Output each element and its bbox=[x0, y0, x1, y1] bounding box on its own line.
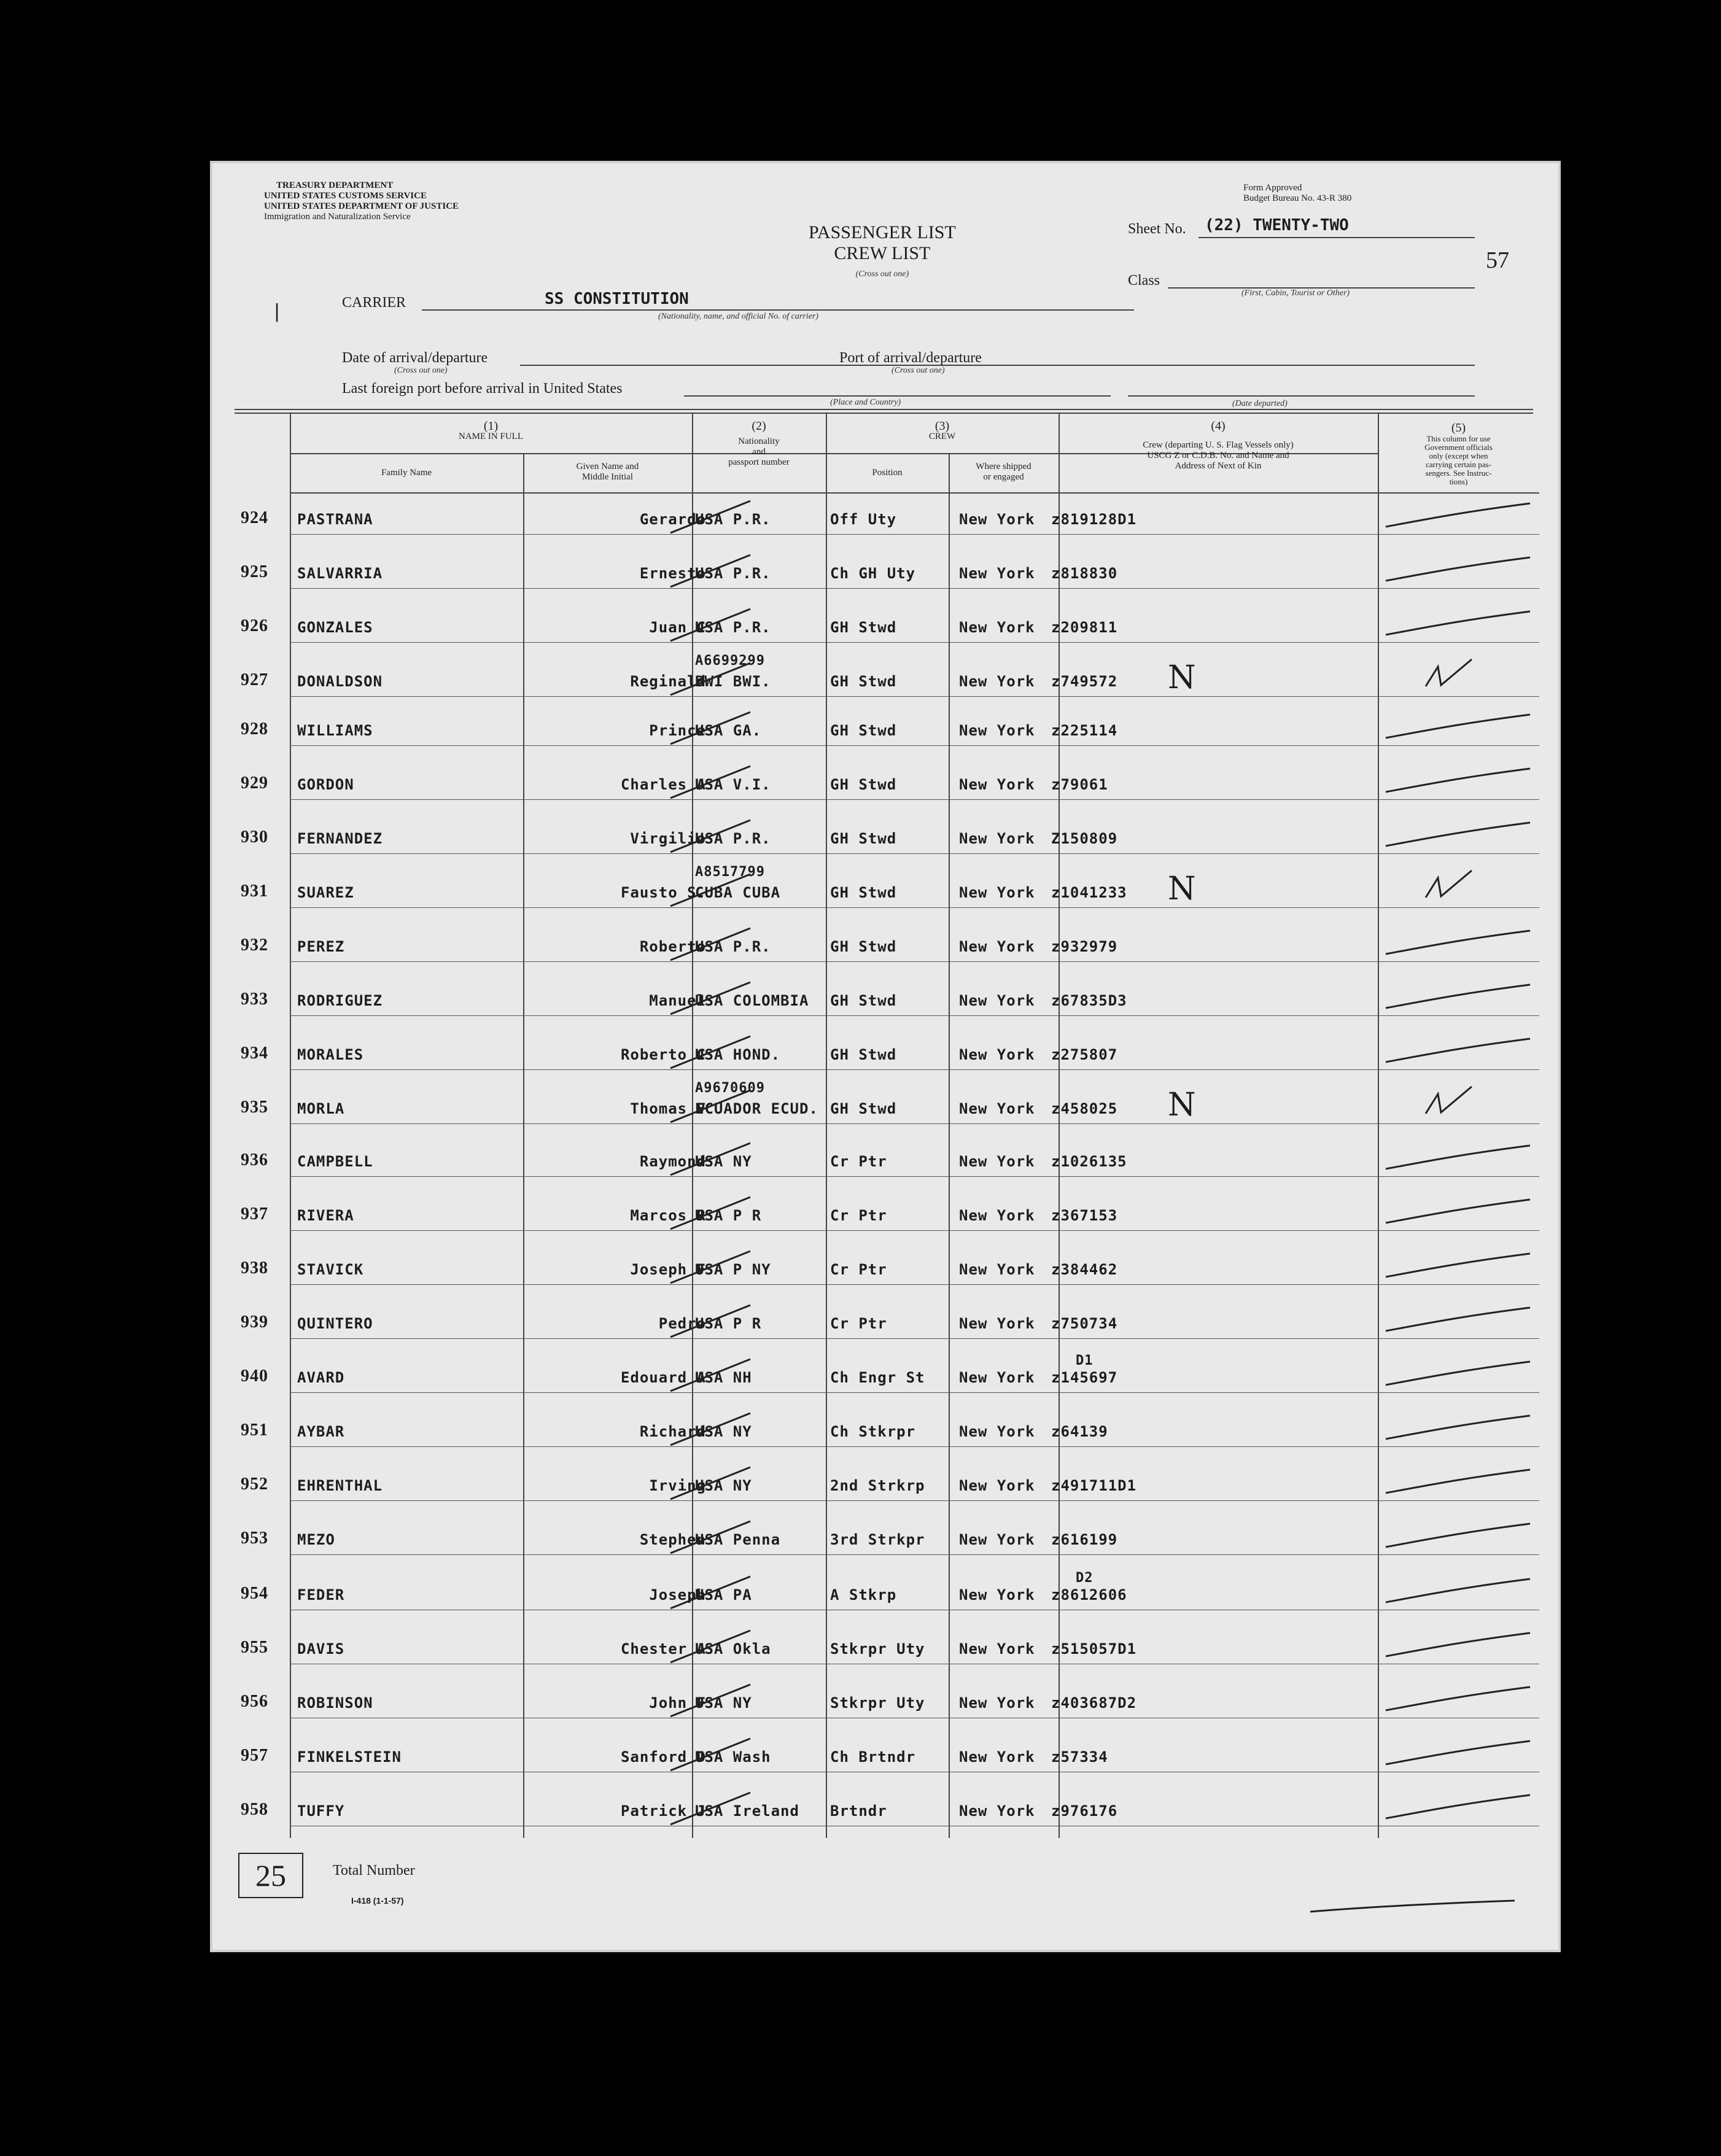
crew-number: z275807 bbox=[1051, 1046, 1118, 1063]
family-name: STAVICK bbox=[297, 1261, 364, 1278]
given-name: Fausto S. bbox=[620, 884, 706, 901]
row-number: 929 bbox=[241, 774, 268, 793]
position: Stkrpr Uty bbox=[830, 1694, 925, 1712]
given-name: Joseph bbox=[649, 1586, 706, 1603]
family-name: RODRIGUEZ bbox=[297, 992, 383, 1009]
nat-header-l1: Nationality bbox=[738, 436, 780, 446]
nationality: CUBA CUBA bbox=[695, 884, 781, 901]
where-shipped: New York bbox=[959, 1100, 1035, 1117]
crew-number: z515057D1 bbox=[1051, 1640, 1137, 1658]
position: 2nd Strkrp bbox=[830, 1477, 925, 1494]
carrier-value: SS CONSTITUTION bbox=[545, 290, 689, 308]
table-row bbox=[210, 1030, 1561, 1084]
position: Ch Brtndr bbox=[830, 1748, 916, 1766]
family-name: FEDER bbox=[297, 1586, 345, 1603]
table-row bbox=[210, 976, 1561, 1030]
table-row bbox=[210, 1570, 1561, 1624]
date-label: Date of arrival/departure bbox=[342, 350, 488, 366]
row-number: 939 bbox=[241, 1313, 268, 1332]
crew-number: z67835D3 bbox=[1051, 992, 1127, 1009]
nationality: USA GA. bbox=[695, 722, 762, 739]
given-name: Irving bbox=[649, 1477, 706, 1494]
row-rule bbox=[290, 1392, 1539, 1393]
position: GH Stwd bbox=[830, 722, 897, 739]
place-hint: (Place and Country) bbox=[830, 398, 901, 407]
family-name: ROBINSON bbox=[297, 1694, 373, 1712]
row-number: 937 bbox=[241, 1204, 268, 1223]
crew-number: z458025 bbox=[1051, 1100, 1118, 1117]
where-shipped: New York bbox=[959, 1207, 1035, 1224]
position: Off Uty bbox=[830, 511, 897, 528]
family-name: PEREZ bbox=[297, 938, 345, 955]
where-shipped: New York bbox=[959, 565, 1035, 582]
total-box bbox=[238, 1853, 303, 1898]
where-shipped: New York bbox=[959, 1315, 1035, 1332]
col1-header bbox=[290, 421, 692, 442]
nationality: USA Penna bbox=[695, 1531, 781, 1548]
position: Cr Ptr bbox=[830, 1315, 887, 1332]
given-name: Virgilio bbox=[630, 830, 706, 847]
given-name: Pedro bbox=[658, 1315, 706, 1332]
given-name: Patrick J bbox=[620, 1802, 706, 1820]
crew-suffix: D2 bbox=[1076, 1570, 1094, 1586]
where-header-l2: or engaged bbox=[983, 472, 1024, 482]
col1-title: NAME IN FULL bbox=[459, 432, 523, 441]
row-rule bbox=[290, 534, 1539, 535]
position: Ch GH Uty bbox=[830, 565, 916, 582]
crew-number: z403687D2 bbox=[1051, 1694, 1137, 1712]
position: Cr Ptr bbox=[830, 1261, 887, 1278]
family-name: TUFFY bbox=[297, 1802, 345, 1820]
class-hint: (First, Cabin, Tourist or Other) bbox=[1241, 289, 1350, 298]
crew-number: z1026135 bbox=[1051, 1153, 1127, 1170]
position: Ch Stkrpr bbox=[830, 1423, 916, 1440]
nationality: USA P.R. bbox=[695, 830, 771, 847]
family-name: FINKELSTEIN bbox=[297, 1748, 402, 1766]
position: 3rd Strkpr bbox=[830, 1531, 925, 1548]
given-name: Charles A bbox=[620, 776, 706, 793]
given-name: Juan C bbox=[649, 619, 706, 636]
crew-number: z367153 bbox=[1051, 1207, 1118, 1224]
row-number: 954 bbox=[241, 1584, 268, 1603]
row-number: 926 bbox=[241, 616, 268, 635]
given-name: Gerardo bbox=[639, 511, 706, 528]
row-rule bbox=[290, 1015, 1539, 1016]
where-shipped: New York bbox=[959, 1153, 1035, 1170]
table-row bbox=[210, 1732, 1561, 1786]
where-shipped: New York bbox=[959, 1748, 1035, 1766]
col5-header-l6: tions) bbox=[1449, 477, 1468, 486]
col5-number: (5) bbox=[1451, 421, 1466, 435]
row-number: 956 bbox=[241, 1692, 268, 1711]
col5-header-l3: only (except when bbox=[1429, 451, 1488, 460]
table-row bbox=[210, 1624, 1561, 1678]
margin-mark: | bbox=[271, 301, 283, 322]
crew-number: z616199 bbox=[1051, 1531, 1118, 1548]
family-name: SALVARRIA bbox=[297, 565, 383, 582]
crew-number: z57334 bbox=[1051, 1748, 1108, 1766]
table-row bbox=[210, 1353, 1561, 1407]
date-departed-hint: (Date departed) bbox=[1232, 399, 1288, 408]
nat-header-l3: passport number bbox=[728, 457, 790, 467]
crew-list-sheet bbox=[210, 161, 1561, 1952]
row-number: 924 bbox=[241, 508, 268, 527]
nationality: USA Okla bbox=[695, 1640, 771, 1658]
row-number: 953 bbox=[241, 1529, 268, 1548]
table-row bbox=[210, 706, 1561, 760]
row-number: 931 bbox=[241, 882, 268, 901]
nationality: USA P.R. bbox=[695, 938, 771, 955]
row-number: 934 bbox=[241, 1044, 268, 1063]
col2-number: (2) bbox=[752, 419, 766, 433]
table-row bbox=[210, 1786, 1561, 1840]
col4-header-l3: Address of Next of Kin bbox=[1175, 461, 1262, 471]
page-number: 57 bbox=[1486, 247, 1509, 273]
col3-title: CREW bbox=[928, 432, 956, 441]
where-shipped: New York bbox=[959, 1531, 1035, 1548]
col5-header-l2: Government officials bbox=[1424, 443, 1493, 452]
nat-header-l2: and bbox=[752, 447, 766, 457]
given-name-header-l2: Middle Initial bbox=[582, 472, 633, 482]
table-row bbox=[210, 760, 1561, 814]
row-rule bbox=[290, 1554, 1539, 1555]
nationality: USA Wash bbox=[695, 1748, 771, 1766]
row-rule bbox=[290, 907, 1539, 908]
row-rule bbox=[290, 799, 1539, 800]
family-name: FERNANDEZ bbox=[297, 830, 383, 847]
position: GH Stwd bbox=[830, 938, 897, 955]
crew-number: Z150809 bbox=[1051, 830, 1118, 847]
position: GH Stwd bbox=[830, 992, 897, 1009]
where-shipped: New York bbox=[959, 722, 1035, 739]
nationality: USA P R bbox=[695, 1207, 762, 1224]
row-number: 935 bbox=[241, 1098, 268, 1117]
nationality: USA NY bbox=[695, 1694, 752, 1712]
crew-number: z491711D1 bbox=[1051, 1477, 1137, 1494]
family-name: AVARD bbox=[297, 1369, 345, 1386]
col4-header-l1: Crew (departing U. S. Flag Vessels only) bbox=[1143, 440, 1294, 450]
nationality: USA P.R. bbox=[695, 511, 771, 528]
title-hint: (Cross out one) bbox=[855, 270, 909, 279]
family-name: AYBAR bbox=[297, 1423, 345, 1440]
row-number: 951 bbox=[241, 1421, 268, 1440]
where-shipped: New York bbox=[959, 1640, 1035, 1658]
given-name: Sanford D bbox=[620, 1748, 706, 1766]
last-port-label: Last foreign port before arrival in United States bbox=[342, 381, 623, 397]
form-approved bbox=[1243, 183, 1351, 204]
given-name: John F bbox=[649, 1694, 706, 1712]
given-name: Edouard A bbox=[620, 1369, 706, 1386]
nationality: USA P.R. bbox=[695, 619, 771, 636]
where-shipped: New York bbox=[959, 1694, 1035, 1712]
table-row bbox=[210, 922, 1561, 976]
where-shipped: New York bbox=[959, 1477, 1035, 1494]
crew-number: z384462 bbox=[1051, 1261, 1118, 1278]
where-header-l1: Where shipped bbox=[976, 462, 1031, 471]
crew-number: z749572 bbox=[1051, 673, 1118, 690]
row-number: 940 bbox=[241, 1367, 268, 1386]
row-number: 933 bbox=[241, 990, 268, 1009]
table-row bbox=[210, 1461, 1561, 1515]
table-row bbox=[210, 814, 1561, 868]
family-name: GORDON bbox=[297, 776, 354, 793]
nationality: USA HOND. bbox=[695, 1046, 781, 1063]
given-name: Marcos R bbox=[630, 1207, 706, 1224]
table-row bbox=[210, 1191, 1561, 1245]
dept-line: TREASURY DEPARTMENT bbox=[276, 180, 394, 190]
family-name: SUAREZ bbox=[297, 884, 354, 901]
where-shipped: New York bbox=[959, 938, 1035, 955]
nationality: USA NY bbox=[695, 1477, 752, 1494]
table-row bbox=[210, 1678, 1561, 1732]
col1-number: (1) bbox=[483, 419, 499, 433]
sheet-no-label: Sheet No. bbox=[1128, 221, 1186, 237]
given-name: Stephen bbox=[639, 1531, 706, 1548]
row-number: 952 bbox=[241, 1475, 268, 1494]
crew-number: z209811 bbox=[1051, 619, 1118, 636]
col2-header bbox=[692, 421, 826, 468]
nationality: USA NH bbox=[695, 1369, 752, 1386]
given-name: Raymond bbox=[639, 1153, 706, 1170]
crew-number: z932979 bbox=[1051, 938, 1118, 955]
family-name: GONZALES bbox=[297, 619, 373, 636]
table-row bbox=[210, 653, 1561, 711]
handwritten-n-mark: N bbox=[1168, 1087, 1197, 1123]
family-name: MORALES bbox=[297, 1046, 364, 1063]
passport-number: A9670609 bbox=[695, 1080, 765, 1096]
row-rule bbox=[290, 588, 1539, 589]
position: Ch Engr St bbox=[830, 1369, 925, 1386]
given-name: Reginald bbox=[630, 673, 706, 690]
col5-header-l1: This column for use bbox=[1426, 434, 1491, 443]
position: GH Stwd bbox=[830, 619, 897, 636]
family-name: EHRENTHAL bbox=[297, 1477, 383, 1494]
row-rule bbox=[290, 1230, 1539, 1231]
handwritten-n-mark: N bbox=[1168, 871, 1197, 907]
table-row bbox=[210, 1299, 1561, 1353]
row-rule bbox=[290, 1284, 1539, 1285]
given-name-header-l1: Given Name and bbox=[576, 462, 639, 471]
col4-number: (4) bbox=[1211, 419, 1226, 433]
nationality: USA Ireland bbox=[695, 1802, 799, 1820]
family-name: PASTRANA bbox=[297, 511, 373, 528]
table-row bbox=[210, 1080, 1561, 1138]
table-row bbox=[210, 1245, 1561, 1299]
where-shipped: New York bbox=[959, 673, 1035, 690]
crew-number: z819128D1 bbox=[1051, 511, 1137, 528]
nationality: USA P R bbox=[695, 1315, 762, 1332]
row-rule bbox=[290, 696, 1539, 697]
family-name: DAVIS bbox=[297, 1640, 345, 1658]
row-rule bbox=[290, 1338, 1539, 1339]
where-shipped: New York bbox=[959, 1369, 1035, 1386]
nationality: USA COLOMBIA bbox=[695, 992, 809, 1009]
position: GH Stwd bbox=[830, 830, 897, 847]
given-name: Thomas V bbox=[630, 1100, 706, 1117]
position: Cr Ptr bbox=[830, 1207, 887, 1224]
family-name: MEZO bbox=[297, 1531, 335, 1548]
crew-number: z1041233 bbox=[1051, 884, 1127, 901]
row-number: 958 bbox=[241, 1800, 268, 1819]
crew-number: z976176 bbox=[1051, 1802, 1118, 1820]
where-shipped: New York bbox=[959, 1586, 1035, 1603]
col3-number: (3) bbox=[934, 419, 950, 433]
given-name: Richard bbox=[639, 1423, 706, 1440]
given-name: Roberto C bbox=[620, 1046, 706, 1063]
row-rule bbox=[290, 642, 1539, 643]
row-number: 955 bbox=[241, 1638, 268, 1657]
family-name: MORLA bbox=[297, 1100, 345, 1117]
where-shipped: New York bbox=[959, 776, 1035, 793]
given-name: Roberto bbox=[639, 938, 706, 955]
family-name: QUINTERO bbox=[297, 1315, 373, 1332]
crew-number: z64139 bbox=[1051, 1423, 1108, 1440]
row-number: 936 bbox=[241, 1150, 268, 1169]
position-header: Position bbox=[872, 468, 903, 478]
position: A Stkrp bbox=[830, 1586, 897, 1603]
row-number: 928 bbox=[241, 719, 268, 739]
table-row bbox=[210, 864, 1561, 922]
nationality: ECUADOR ECUD. bbox=[695, 1100, 818, 1117]
table-row bbox=[210, 1407, 1561, 1461]
family-name: RIVERA bbox=[297, 1207, 354, 1224]
nationality: USA NY bbox=[695, 1423, 752, 1440]
where-shipped: New York bbox=[959, 619, 1035, 636]
nationality: BWI BWI. bbox=[695, 673, 771, 690]
row-rule bbox=[290, 1176, 1539, 1177]
where-shipped: New York bbox=[959, 1046, 1035, 1063]
given-name: Chester A bbox=[620, 1640, 706, 1658]
given-name-header bbox=[523, 462, 692, 483]
row-number: 927 bbox=[241, 670, 268, 689]
row-number: 930 bbox=[241, 828, 268, 847]
where-shipped: New York bbox=[959, 992, 1035, 1009]
port-hint: (Cross out one) bbox=[892, 366, 945, 375]
dept-line: UNITED STATES DEPARTMENT OF JUSTICE bbox=[264, 201, 459, 211]
given-name: Ernesto bbox=[639, 565, 706, 582]
given-name: Joseph F bbox=[630, 1261, 706, 1278]
form-number: I-418 (1-1-57) bbox=[351, 1896, 404, 1906]
row-rule bbox=[290, 961, 1539, 962]
family-name-header: Family Name bbox=[381, 468, 432, 478]
given-name: Prince bbox=[649, 722, 706, 739]
position: GH Stwd bbox=[830, 776, 897, 793]
row-rule bbox=[290, 1500, 1539, 1501]
row-rule bbox=[290, 1069, 1539, 1070]
budget-bureau-text: Budget Bureau No. 43-R 380 bbox=[1243, 193, 1352, 203]
col3-header bbox=[826, 421, 1059, 442]
family-name: WILLIAMS bbox=[297, 722, 373, 739]
dept-line: UNITED STATES CUSTOMS SERVICE bbox=[264, 191, 427, 201]
date-hint: (Cross out one) bbox=[394, 366, 448, 375]
position: GH Stwd bbox=[830, 1046, 897, 1063]
position: Cr Ptr bbox=[830, 1153, 887, 1170]
crew-number: z818830 bbox=[1051, 565, 1118, 582]
dept-line: Immigration and Naturalization Service bbox=[264, 212, 411, 222]
port-label: Port of arrival/departure bbox=[839, 350, 982, 366]
col5-header bbox=[1378, 421, 1539, 486]
position: GH Stwd bbox=[830, 884, 897, 901]
where-shipped: New York bbox=[959, 884, 1035, 901]
row-rule bbox=[290, 853, 1539, 854]
table-row bbox=[210, 603, 1561, 657]
row-rule bbox=[290, 745, 1539, 746]
title-crew-list: CREW LIST bbox=[834, 243, 931, 263]
form-approved-text: Form Approved bbox=[1243, 183, 1302, 193]
where-shipped: New York bbox=[959, 1261, 1035, 1278]
nationality: USA P.R. bbox=[695, 565, 771, 582]
crew-number: z750734 bbox=[1051, 1315, 1118, 1332]
position: GH Stwd bbox=[830, 1100, 897, 1117]
table-row bbox=[210, 549, 1561, 603]
department-block bbox=[246, 180, 459, 222]
family-name: DONALDSON bbox=[297, 673, 383, 690]
where-shipped: New York bbox=[959, 1423, 1035, 1440]
position: Brtndr bbox=[830, 1802, 887, 1820]
crew-number: z8612606 bbox=[1051, 1586, 1127, 1603]
nationality: USA V.I. bbox=[695, 776, 771, 793]
class-label: Class bbox=[1128, 273, 1160, 289]
crew-number: z79061 bbox=[1051, 776, 1108, 793]
crew-suffix: D1 bbox=[1076, 1353, 1094, 1368]
where-shipped: New York bbox=[959, 1802, 1035, 1820]
total-label: Total Number bbox=[333, 1863, 415, 1879]
total-value: 25 bbox=[255, 1858, 286, 1893]
footer-stroke bbox=[1309, 1898, 1518, 1917]
row-rule bbox=[290, 1446, 1539, 1447]
col5-header-l5: sengers. See Instruc- bbox=[1425, 468, 1492, 478]
list-title bbox=[809, 222, 956, 285]
crew-number: z225114 bbox=[1051, 722, 1118, 739]
carrier-hint: (Nationality, name, and official No. of carrier) bbox=[658, 312, 818, 321]
where-shipped: New York bbox=[959, 830, 1035, 847]
carrier-label: CARRIER bbox=[342, 295, 406, 311]
row-number: 957 bbox=[241, 1746, 268, 1765]
nationality: USA P NY bbox=[695, 1261, 771, 1278]
col4-header bbox=[1059, 421, 1378, 471]
sheet-no-value: (22) TWENTY-TWO bbox=[1205, 216, 1349, 235]
row-number: 932 bbox=[241, 936, 268, 955]
family-name: CAMPBELL bbox=[297, 1153, 373, 1170]
table-row bbox=[210, 1137, 1561, 1191]
row-rule bbox=[290, 1123, 1539, 1124]
col5-header-l4: carrying certain pas- bbox=[1426, 460, 1491, 469]
crew-number: z145697 bbox=[1051, 1369, 1118, 1386]
table-row bbox=[210, 1515, 1561, 1569]
position: Stkrpr Uty bbox=[830, 1640, 925, 1658]
title-passenger-list: PASSENGER LIST bbox=[809, 222, 956, 242]
given-name: Manuel bbox=[649, 992, 706, 1009]
where-shipped: New York bbox=[959, 511, 1035, 528]
passport-number: A6699299 bbox=[695, 653, 765, 669]
position: GH Stwd bbox=[830, 673, 897, 690]
col4-header-l2: USCG Z or C.D.B. No. and Name and bbox=[1147, 451, 1289, 460]
handwritten-n-mark: N bbox=[1168, 659, 1197, 696]
table-row bbox=[210, 495, 1561, 549]
row-number: 925 bbox=[241, 562, 268, 581]
row-number: 938 bbox=[241, 1258, 268, 1278]
where-header bbox=[949, 462, 1059, 483]
nationality: USA NY bbox=[695, 1153, 752, 1170]
passport-number: A8517799 bbox=[695, 864, 765, 880]
nationality: USA PA bbox=[695, 1586, 752, 1603]
